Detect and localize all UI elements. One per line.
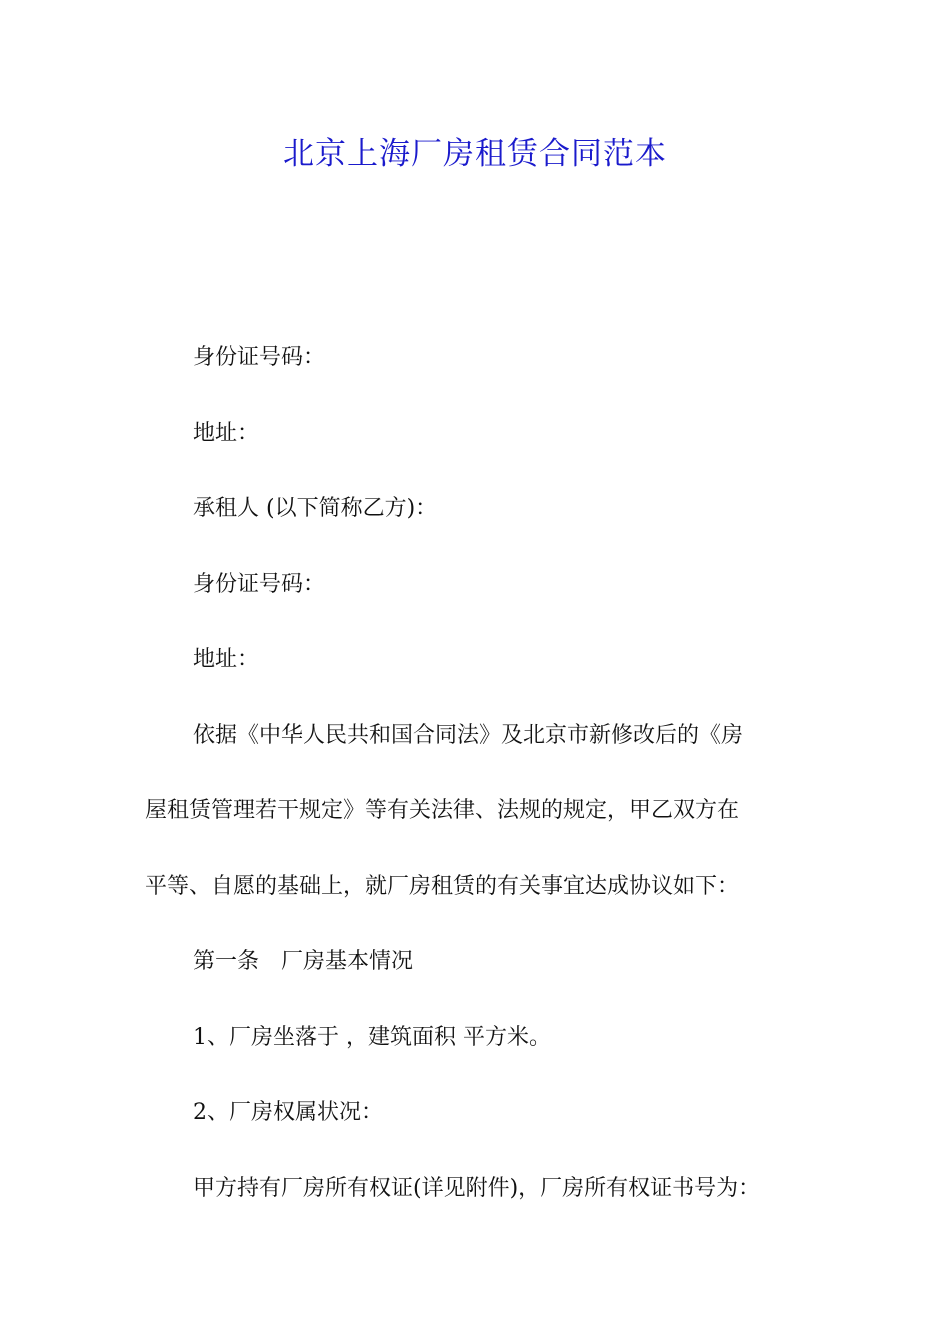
paragraph-line: 地址：	[193, 647, 260, 672]
paragraph-line: 地址：	[193, 420, 260, 446]
paragraph-line: 屋租赁管理若干规定》等有关法律、法规的规定，甲乙双方在	[145, 798, 740, 823]
document-body	[145, 336, 815, 1242]
paragraph-line: 身份证号码：	[193, 571, 326, 597]
paragraph-line: 身份证号码：	[193, 345, 326, 370]
section-heading: 第一条 厂房基本情况	[193, 949, 414, 974]
paragraph-line: 承租人 (以下简称乙方)：	[193, 496, 438, 521]
paragraph-line: 平等、自愿的基础上，就厂房租赁的有关事宜达成协议如下：	[145, 873, 740, 899]
paragraph-line: 2、厂房权属状况：	[193, 1100, 383, 1125]
paragraph-line: 甲方持有厂房所有权证(详见附件)，厂房所有权证书号为：	[193, 1175, 761, 1201]
document-title: 北京上海厂房租赁合同范本	[283, 136, 667, 172]
paragraph-line: 1、厂房坐落于 ，建筑面积 平方米。	[193, 1024, 551, 1050]
paragraph-line: 依据《中华人民共和国合同法》及北京市新修改后的《房	[193, 722, 744, 748]
